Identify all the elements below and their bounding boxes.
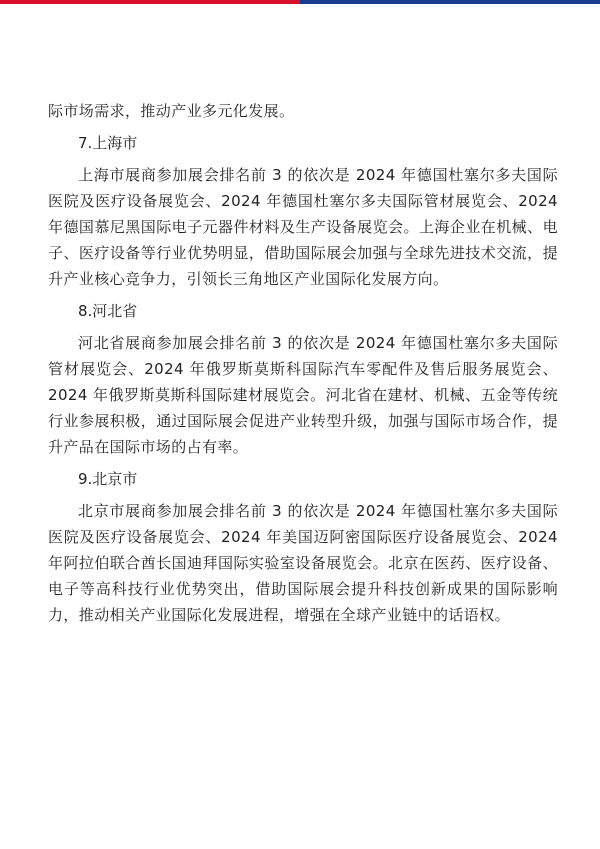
section-heading-shanghai: 7.上海市 [78,134,138,152]
header-bar-red-segment [0,0,300,4]
document-body [48,98,558,634]
paragraph-hebei: 河北省展商参加展会排名前 3 的依次是 2024 年德国杜塞尔多夫国际管材展览会、2024 年俄罗斯莫斯科国际汽车零配件及售后服务展览会、2024 年俄罗斯莫斯科国际建材展览会。河北省在建材、机械、五金等传统行业参展积极，通过国际展会促进产业转型升级，加强与国际市场合作，提升产品在国际市场的占有率。 [48,334,558,456]
header-bar-blue-segment [300,0,600,4]
paragraph-shanghai: 上海市展商参加展会排名前 3 的依次是 2024 年德国杜塞尔多夫国际医院及医疗设备展览会、2024 年德国杜塞尔多夫国际管材展览会、2024 年德国慕尼黑国际电子元器件材料及生产设备展览会。上海企业在机械、电子、医疗设备等行业优势明显，借助国际展会加强与全球先进技术交流，提升产业核心竞争力，引领长三角地区产业国际化发展方向。 [48,166,558,288]
section-heading-hebei: 8.河北省 [78,302,138,320]
paragraph-beijing: 北京市展商参加展会排名前 3 的依次是 2024 年德国杜塞尔多夫国际医院及医疗设备展览会、2024 年美国迈阿密国际医疗设备展览会、2024 年阿拉伯联合酋长国迪拜国际实验室设备展览会。北京在医药、医疗设备、电子等高科技行业优势突出，借助国际展会提升科技创新成果的国际影响力，推动相关产业国际化发展进程，增强在全球产业链中的话语权。 [48,502,558,624]
header-color-bar [0,0,600,4]
section-heading-beijing: 9.北京市 [78,470,138,488]
paragraph-continuation: 际市场需求，推动产业多元化发展。 [48,102,295,120]
